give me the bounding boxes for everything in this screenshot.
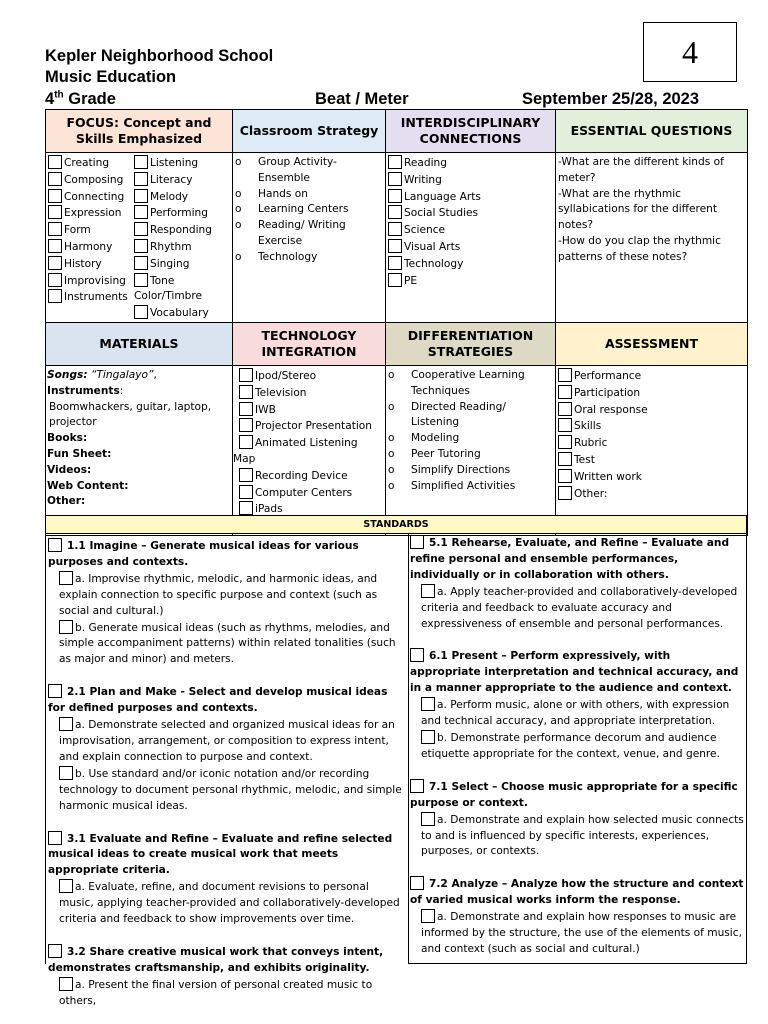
differentiation-item	[388, 447, 554, 463]
focus-item	[48, 256, 134, 273]
differentiation-cell	[386, 365, 556, 535]
standard-item	[48, 538, 406, 668]
interdisciplinary-item-label: PE	[404, 274, 418, 287]
technology-cell	[233, 365, 386, 535]
assessment-item	[558, 418, 746, 435]
standard-subitem	[48, 620, 406, 669]
interdisciplinary-item	[388, 205, 554, 222]
checkbox[interactable]	[134, 155, 148, 169]
essential-questions-cell	[556, 153, 748, 323]
focus-item-label: Expression	[64, 207, 122, 220]
checkbox[interactable]	[388, 172, 402, 186]
checkbox[interactable]	[421, 909, 435, 923]
technology-item-label: Ipod/Stereo	[255, 369, 317, 382]
standard-item	[48, 684, 406, 814]
materials-cell	[46, 365, 233, 535]
focus-item-label: Composing	[64, 173, 124, 186]
strategy-item	[235, 250, 384, 266]
differentiation-item	[388, 368, 554, 400]
bullet: o	[388, 447, 395, 460]
strategy-item	[235, 187, 384, 203]
bullet: o	[388, 463, 395, 476]
standard-subitem	[410, 697, 744, 730]
materials-header: MATERIALS	[46, 322, 233, 365]
checkbox[interactable]	[48, 172, 62, 186]
checkbox[interactable]	[421, 812, 435, 826]
focus-item	[48, 172, 134, 189]
focus-item-label: Melody	[150, 190, 189, 203]
focus-item-label: Harmony	[64, 240, 113, 253]
checkbox[interactable]	[48, 256, 62, 270]
checkbox[interactable]	[558, 402, 572, 416]
assessment-item-label: Written work	[574, 470, 642, 483]
technology-item	[239, 468, 384, 485]
focus-item	[134, 256, 232, 273]
checkbox[interactable]	[388, 205, 402, 219]
songs-comma: ,	[153, 368, 157, 381]
strategy-item-label: Reading/ Writing Exercise	[258, 219, 346, 247]
standard-title	[48, 538, 406, 571]
checkbox[interactable]	[388, 273, 402, 287]
differentiation-item-label: Simplified Activities	[411, 479, 516, 492]
differentiation-item-label: Peer Tutoring	[411, 447, 481, 460]
technology-item	[239, 368, 384, 385]
checkbox[interactable]	[48, 831, 62, 845]
technology-item	[239, 435, 384, 452]
standard-subitem-text: a. Demonstrate and explain how selected music connects to and is influenced by specific interests, experiences, purposes, or contexts.	[421, 813, 744, 858]
differentiation-item-label: Simplify Directions	[411, 463, 511, 476]
assessment-cell	[556, 365, 748, 535]
standard-subitem-text: b. Demonstrate performance decorum and audience etiquette appropriate for the context, venue, and genre.	[421, 731, 720, 760]
bullet: o	[388, 368, 395, 381]
differentiation-item	[388, 479, 554, 495]
standards-right-column	[408, 533, 747, 964]
technology-item	[239, 485, 384, 502]
instruments-colon: :	[119, 384, 124, 397]
strategy-item-label: Group Activity-Ensemble	[258, 156, 337, 184]
standard-title-text: 1.1 Imagine – Generate musical ideas for various purposes and contexts.	[48, 540, 359, 568]
bullet: o	[388, 479, 395, 492]
technology-item-label: Television	[255, 386, 307, 399]
technology-item	[239, 385, 384, 402]
focus-item-vocabulary: Vocabulary	[150, 307, 209, 320]
checkbox[interactable]	[59, 977, 73, 991]
standard-title-text: 3.1 Evaluate and Refine – Evaluate and refine selected musical ideas to create musical work that meets appropriate criteria.	[48, 832, 393, 877]
bullet: o	[388, 400, 395, 413]
focus-item	[134, 222, 232, 239]
assessment-list	[556, 366, 747, 502]
standard-subitem	[410, 812, 744, 861]
interdisciplinary-cell	[386, 153, 556, 323]
books-label: Books:	[47, 432, 88, 445]
strategy-header: Classroom Strategy	[233, 110, 386, 153]
differentiation-list	[386, 366, 555, 494]
interdisciplinary-item-label: Technology	[404, 257, 464, 270]
checkbox[interactable]	[558, 452, 572, 466]
grade-superscript: th	[54, 89, 64, 101]
standard-title-text: 6.1 Present – Perform expressively, with appropriate interpretation and technical accuracy, and in a manner appropriate to the audience and context.	[410, 650, 739, 695]
standard-title	[48, 831, 406, 880]
standard-item	[410, 779, 744, 861]
assessment-item	[558, 435, 746, 452]
focus-item-label: Connecting	[64, 190, 125, 203]
grade-number: 4	[45, 90, 55, 108]
checkbox[interactable]	[134, 305, 148, 319]
focus-item	[134, 189, 232, 206]
checkbox[interactable]	[48, 189, 62, 203]
standard-subitem-text: a. Present the final version of personal created music to others,	[59, 978, 373, 1007]
differentiation-item-label: Directed Reading/ Listening	[411, 400, 506, 429]
checkbox[interactable]	[239, 385, 253, 399]
bullet: o	[235, 187, 242, 200]
assessment-item	[558, 452, 746, 469]
interdisciplinary-list	[386, 153, 555, 289]
checkbox[interactable]	[239, 485, 253, 499]
focus-item-label: Responding	[150, 224, 212, 237]
differentiation-item-label: Cooperative Learning Techniques	[411, 368, 525, 397]
focus-list-left	[48, 155, 134, 322]
school-name: Kepler Neighborhood School	[45, 47, 274, 65]
focus-cell	[46, 153, 233, 323]
focus-item	[48, 239, 134, 256]
bullet: o	[235, 250, 242, 263]
checkbox[interactable]	[48, 205, 62, 219]
standard-title	[48, 944, 406, 977]
songs-label: Songs:	[47, 368, 88, 381]
focus-item-label: Tone	[150, 274, 175, 287]
focus-item-label: History	[64, 257, 102, 270]
checkbox[interactable]	[239, 368, 253, 382]
strategy-item-label: Technology	[258, 250, 318, 263]
strategy-item-label: Hands on	[258, 187, 308, 200]
technology-map-label: Map	[233, 452, 256, 465]
assessment-item	[558, 368, 746, 385]
interdisciplinary-item-label: Visual Arts	[404, 240, 461, 253]
checkbox[interactable]	[239, 418, 253, 432]
standard-subitem	[48, 879, 406, 928]
focus-item-label: Performing	[150, 207, 208, 220]
standard-title-text: 7.2 Analyze – Analyze how the structure and context of varied musical works inform the response.	[410, 878, 744, 907]
interdisciplinary-item	[388, 155, 554, 172]
interdisciplinary-item	[388, 273, 554, 290]
focus-item	[134, 205, 232, 222]
interdisciplinary-item	[388, 172, 554, 189]
checkbox[interactable]	[48, 222, 62, 236]
standard-subitem	[48, 717, 406, 766]
school-header	[45, 46, 273, 87]
focus-item-label: Listening	[150, 157, 199, 169]
standard-item	[410, 535, 744, 632]
standard-subitem-text: b. Use standard and/or iconic notation and/or recording technology to document personal rhythmic, melodic, and simple harmonic musical ideas.	[59, 767, 402, 812]
focus-item-label: Rhythm	[150, 240, 192, 253]
standard-item	[410, 648, 744, 762]
standard-title	[410, 535, 744, 584]
focus-item	[48, 205, 134, 222]
instruments-label: Instruments	[47, 384, 120, 397]
focus-list-right	[134, 155, 232, 289]
checkbox[interactable]	[59, 620, 73, 634]
differentiation-item	[388, 431, 554, 447]
standard-title-text: 7.1 Select – Choose music appropriate for a specific purpose or context.	[410, 780, 738, 809]
standard-title-text: 3.2 Share creative musical work that conveys intent, demonstrates craftsmanship, and exhibits originality.	[48, 945, 384, 974]
interdisciplinary-item	[388, 239, 554, 256]
differentiation-item-label: Modeling	[411, 432, 460, 445]
instruments-value: Boomwhackers, guitar, laptop, projector	[49, 400, 212, 429]
checkbox[interactable]	[134, 256, 148, 270]
focus-item-color-timbre: Color/Timbre	[134, 290, 203, 303]
strategy-item	[235, 155, 384, 187]
checkbox[interactable]	[388, 155, 402, 169]
focus-item	[134, 155, 232, 172]
focus-item-label: Form	[64, 224, 91, 237]
checkbox[interactable]	[48, 289, 62, 303]
focus-item	[48, 289, 134, 306]
interdisciplinary-item	[388, 222, 554, 239]
focus-item	[134, 172, 232, 189]
interdisciplinary-header: INTERDISCIPLINARY CONNECTIONS	[386, 110, 556, 153]
lesson-date: September 25/28, 2023	[522, 90, 700, 108]
interdisciplinary-item	[388, 256, 554, 273]
technology-item	[239, 402, 384, 419]
standard-item	[48, 831, 406, 928]
focus-item-label: Instruments	[64, 291, 128, 304]
focus-item	[134, 273, 232, 290]
focus-item	[48, 222, 134, 239]
checkbox[interactable]	[388, 222, 402, 236]
technology-item	[239, 418, 384, 435]
songs-value: “Tingalayo”	[90, 368, 154, 381]
interdisciplinary-item-label: Social Studies	[404, 207, 479, 220]
technology-item-label: IWB	[255, 403, 276, 416]
technology-item-label: Projector Presentation	[255, 420, 372, 433]
checkbox[interactable]	[558, 385, 572, 399]
standard-title	[410, 876, 744, 909]
subject-name: Music Education	[45, 67, 177, 86]
standard-item	[410, 876, 744, 958]
focus-item-label: Singing	[150, 257, 190, 270]
bullet: o	[388, 432, 395, 445]
bullet: o	[235, 219, 242, 232]
checkbox[interactable]	[388, 189, 402, 203]
technology-item-label: Animated Listening	[255, 437, 358, 450]
grade-word: Grade	[68, 90, 116, 108]
standards-header: STANDARDS	[45, 515, 747, 534]
assessment-item	[558, 469, 746, 486]
checkbox[interactable]	[48, 944, 62, 958]
checkbox[interactable]	[410, 876, 424, 890]
checkbox[interactable]	[239, 435, 253, 449]
standard-subitem-text: b. Generate musical ideas (such as rhythms, melodies, and simple accompaniment patterns) within related tonalities (such as major and minor) and meters.	[59, 621, 396, 666]
checkbox[interactable]	[239, 501, 253, 515]
assessment-item-label: Test	[574, 453, 595, 466]
standard-title-text: 2.1 Plan and Make - Select and develop musical ideas for defined purposes and contexts.	[48, 686, 388, 715]
assessment-item-label: Rubric	[574, 437, 608, 450]
fun-sheet-label: Fun Sheet:	[47, 447, 112, 460]
essential-questions-header: ESSENTIAL QUESTIONS	[556, 110, 748, 153]
technology-item-label: iPads	[255, 503, 283, 516]
strategy-item	[235, 218, 384, 250]
essential-question: -What are the rhythmic syllabications for the different notes?	[558, 187, 718, 232]
checkbox[interactable]	[134, 273, 148, 287]
checkbox[interactable]	[59, 879, 73, 893]
checkbox[interactable]	[134, 239, 148, 253]
bullet: o	[235, 156, 242, 168]
technology-list	[233, 368, 384, 452]
assessment-item	[558, 385, 746, 402]
strategy-item	[235, 202, 384, 218]
standard-subitem	[410, 584, 744, 633]
videos-label: Videos:	[47, 463, 92, 476]
strategy-item-label: Learning Centers	[258, 203, 349, 216]
focus-header: FOCUS: Concept and Skills Emphasized	[46, 110, 233, 153]
essential-question: -What are the different kinds of meter?	[558, 156, 724, 184]
standard-subitem-text: a. Improvise rhythmic, melodic, and harmonic ideas, and explain connection to specific purpose and context (such as social and cultural.)	[59, 572, 378, 617]
checkbox[interactable]	[134, 172, 148, 186]
standard-subitem-text: a. Demonstrate and explain how responses to music are informed by the structure, the use of the elements of music, and context (such as social and cultural.)	[421, 911, 742, 955]
checkbox[interactable]	[558, 368, 572, 382]
standard-subitem	[410, 909, 744, 958]
standard-subitem-text: a. Evaluate, refine, and document revisions to personal music, applying teacher-provided and collaboratively-developed criteria and feedback to show improvements over time.	[59, 881, 400, 926]
checkbox[interactable]	[48, 155, 62, 169]
standard-title-text: 5.1 Rehearse, Evaluate, and Refine – Evaluate and refine personal and ensemble performances, individually or in collaboration with others.	[410, 537, 730, 581]
checkbox[interactable]	[48, 684, 62, 698]
checkbox[interactable]	[558, 435, 572, 449]
checkbox[interactable]	[558, 486, 572, 500]
grade-label	[45, 89, 116, 109]
interdisciplinary-item-label: Writing	[404, 173, 442, 186]
focus-item	[48, 273, 134, 290]
standard-subitem	[48, 977, 406, 1010]
standard-title	[410, 779, 744, 812]
checkbox[interactable]	[558, 418, 572, 432]
standard-subitem-text: a. Demonstrate selected and organized musical ideas for an improvisation, arrangement, or composition to express intent, and explain connection to purpose and context.	[59, 719, 395, 763]
assessment-item-label: Other:	[574, 487, 608, 500]
technology-item-label: Recording Device	[255, 469, 348, 482]
checkbox[interactable]	[48, 273, 62, 287]
standard-item	[48, 944, 406, 1010]
checkbox[interactable]	[134, 189, 148, 203]
assessment-item-label: Oral response	[574, 403, 648, 416]
bullet: o	[235, 203, 242, 216]
checkbox[interactable]	[410, 535, 424, 549]
interdisciplinary-item	[388, 189, 554, 206]
checkbox[interactable]	[421, 730, 435, 744]
checkbox[interactable]	[59, 571, 73, 585]
checkbox[interactable]	[59, 766, 73, 780]
checkbox[interactable]	[410, 779, 424, 793]
checkbox[interactable]	[410, 648, 424, 662]
differentiation-header: DIFFERENTIATION STRATEGIES	[386, 322, 556, 365]
checkbox[interactable]	[388, 239, 402, 253]
lesson-topic: Beat / Meter	[315, 90, 409, 108]
interdisciplinary-item-label: Science	[404, 224, 446, 237]
standard-title	[410, 648, 744, 697]
standard-subitem	[410, 730, 744, 763]
assessment-header: ASSESSMENT	[556, 322, 748, 365]
checkbox[interactable]	[48, 538, 62, 552]
web-content-label: Web Content:	[47, 479, 129, 492]
assessment-item-label: Skills	[574, 420, 602, 433]
assessment-item	[558, 402, 746, 419]
assessment-item	[558, 486, 746, 503]
technology-header: TECHNOLOGY INTEGRATION	[233, 322, 386, 365]
checkbox[interactable]	[558, 469, 572, 483]
checkbox[interactable]	[134, 205, 148, 219]
checkbox[interactable]	[134, 222, 148, 236]
standards-left-column	[45, 533, 408, 1007]
differentiation-item	[388, 463, 554, 479]
checkbox[interactable]	[388, 256, 402, 270]
focus-item	[48, 155, 134, 172]
strategy-list	[233, 153, 385, 266]
standards-section	[45, 533, 747, 1007]
checkbox[interactable]	[421, 584, 435, 598]
focus-item-label: Improvising	[64, 274, 126, 287]
essential-questions-list	[556, 153, 747, 266]
assessment-item-label: Performance	[574, 369, 642, 382]
standard-subitem	[48, 571, 406, 620]
checkbox[interactable]	[48, 239, 62, 253]
focus-item-label: Literacy	[150, 173, 193, 186]
focus-item-label: Creating	[64, 157, 110, 169]
essential-question: -How do you clap the rhythmic patterns of these notes?	[558, 234, 721, 263]
standard-subitem-text: a. Perform music, alone or with others, with expression and technical accuracy, and appropriate interpretation.	[421, 699, 730, 728]
focus-item	[48, 189, 134, 206]
assessment-item-label: Participation	[574, 386, 641, 399]
standard-subitem	[48, 766, 406, 815]
standard-subitem-text: a. Apply teacher-provided and collaboratively-developed criteria and feedback to evaluate accuracy and expressiveness of ensemble and personal performances.	[421, 585, 738, 630]
page-number-box: 4	[643, 22, 737, 82]
checkbox[interactable]	[239, 468, 253, 482]
differentiation-item	[388, 400, 554, 432]
checkbox[interactable]	[239, 402, 253, 416]
interdisciplinary-item-label: Language Arts	[404, 190, 481, 203]
focus-item	[134, 239, 232, 256]
standard-title	[48, 684, 406, 717]
lesson-plan-grid	[45, 109, 748, 536]
strategy-cell	[233, 153, 386, 323]
checkbox[interactable]	[59, 717, 73, 731]
other-label: Other:	[47, 495, 86, 508]
checkbox[interactable]	[421, 697, 435, 711]
technology-item-label: Computer Centers	[255, 486, 353, 499]
interdisciplinary-item-label: Reading	[404, 157, 448, 169]
